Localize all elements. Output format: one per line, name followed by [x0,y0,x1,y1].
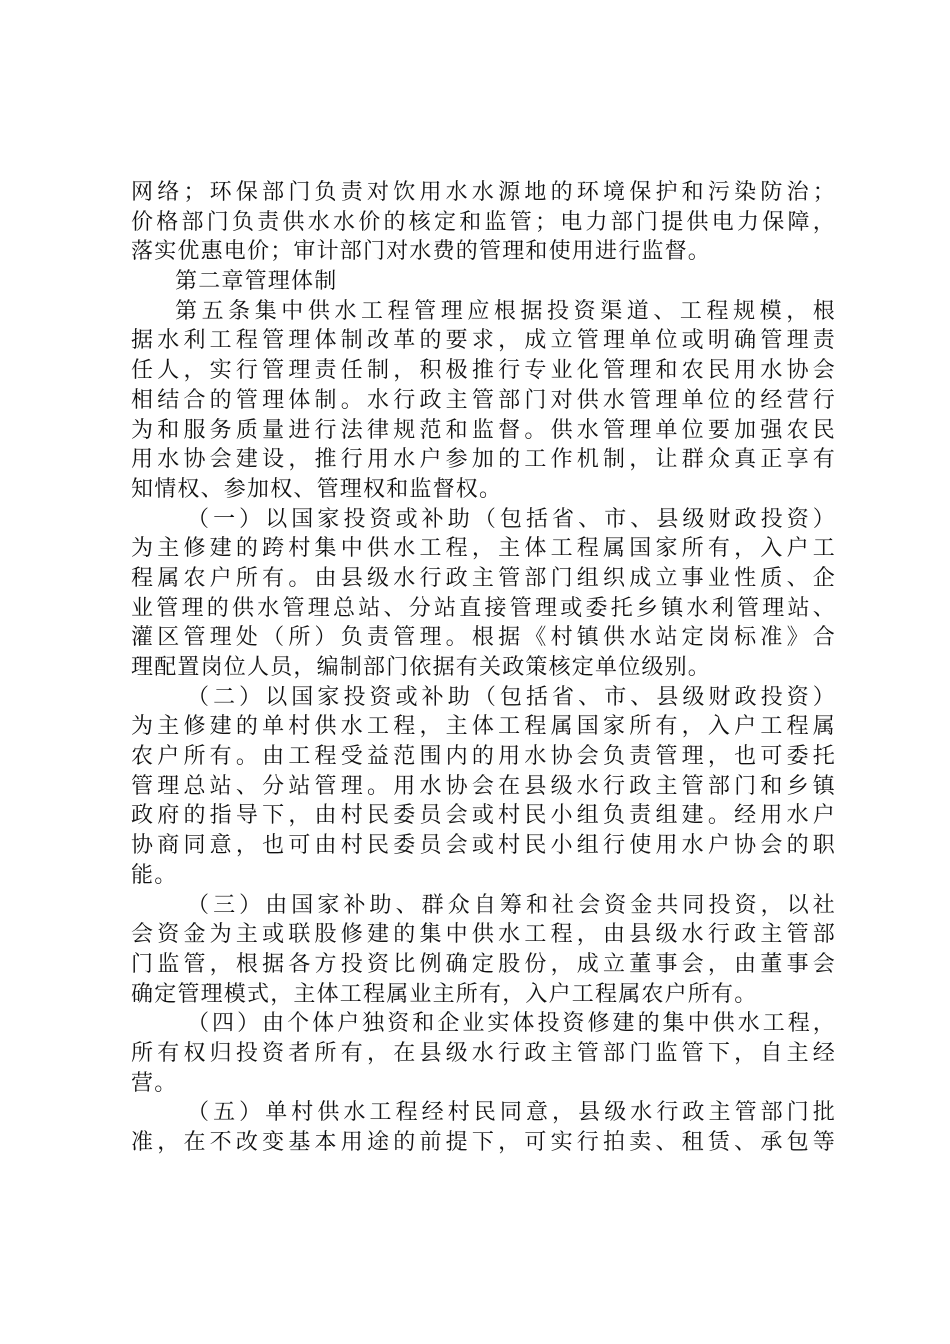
article-line: 第五条集中供水工程管理应根据投资渠道、工程规模，根 [175,298,836,324]
item-line: 准，在不改变基本用途的前提下，可实行拍卖、租赁、承包等 [131,1130,836,1155]
article-line: 为和服务质量进行法律规范和监督。供水管理单位要加强农民 [131,417,836,443]
document-body [131,178,836,1158]
chapter-title: 第二章管理体制 [175,269,338,295]
item-line: 管理总站、分站管理。用水协会在县级水行政主管部门和乡镇 [131,773,836,799]
item-line: （二）以国家投资或补助（包括省、市、县级财政投资） [187,684,836,710]
item-line: 为主修建的单村供水工程，主体工程属国家所有，入户工程属 [131,714,836,740]
item-line: 能。 [131,862,178,888]
item-line: （四）由个体户独资和企业实体投资修建的集中供水工程， [187,1011,836,1037]
item-line: 为主修建的跨村集中供水工程，主体工程属国家所有，入户工 [131,536,836,562]
article-line: 据水利工程管理体制改革的要求，成立管理单位或明确管理责 [131,328,836,354]
item-line: 灌区管理处（所）负责管理。根据《村镇供水站定岗标准》合 [131,625,836,651]
item-line: 营。 [131,1070,178,1096]
article-line: 知情权、参加权、管理权和监督权。 [131,476,503,502]
article-line: 用水协会建设，推行用水户参加的工作机制，让群众真正享有 [131,447,836,473]
text-line: 落实优惠电价；审计部门对水费的管理和使用进行监督。 [131,239,712,265]
item-line: 政府的指导下，由村民委员会或村民小组负责组建。经用水户 [131,803,836,829]
text-line: 价格部门负责供水水价的核定和监管；电力部门提供电力保障， [131,209,836,235]
text-line: 网络；环保部门负责对饮用水水源地的环境保护和污染防治； [131,180,836,205]
item-line: 所有权归投资者所有，在县级水行政主管部门监管下，自主经 [131,1040,836,1066]
item-line: （一）以国家投资或补助（包括省、市、县级财政投资） [187,506,836,532]
item-line: 理配置岗位人员，编制部门依据有关政策核定单位级别。 [131,655,712,680]
item-line: 农户所有。由工程受益范围内的用水协会负责管理，也可委托 [131,744,836,770]
item-line: 业管理的供水管理总站、分站直接管理或委托乡镇水利管理站、 [131,595,836,621]
article-line: 相结合的管理体制。水行政主管部门对供水管理单位的经营行 [131,387,836,413]
item-line: 程属农户所有。由县级水行政主管部门组织成立事业性质、企 [131,565,836,591]
item-line: 门监管，根据各方投资比例确定股份，成立董事会，由董事会 [131,951,836,977]
item-line: （五）单村供水工程经村民同意，县级水行政主管部门批 [187,1100,836,1126]
item-line: 会资金为主或联股修建的集中供水工程，由县级水行政主管部 [131,922,836,948]
item-line: 协商同意，也可由村民委员会或村民小组行使用水户协会的职 [131,833,836,859]
article-line: 任人，实行管理责任制，积极推行专业化管理和农民用水协会 [131,358,836,384]
item-line: 确定管理模式，主体工程属业主所有，入户工程属农户所有。 [131,981,758,1007]
item-line: （三）由国家补助、群众自筹和社会资金共同投资，以社 [187,892,836,918]
